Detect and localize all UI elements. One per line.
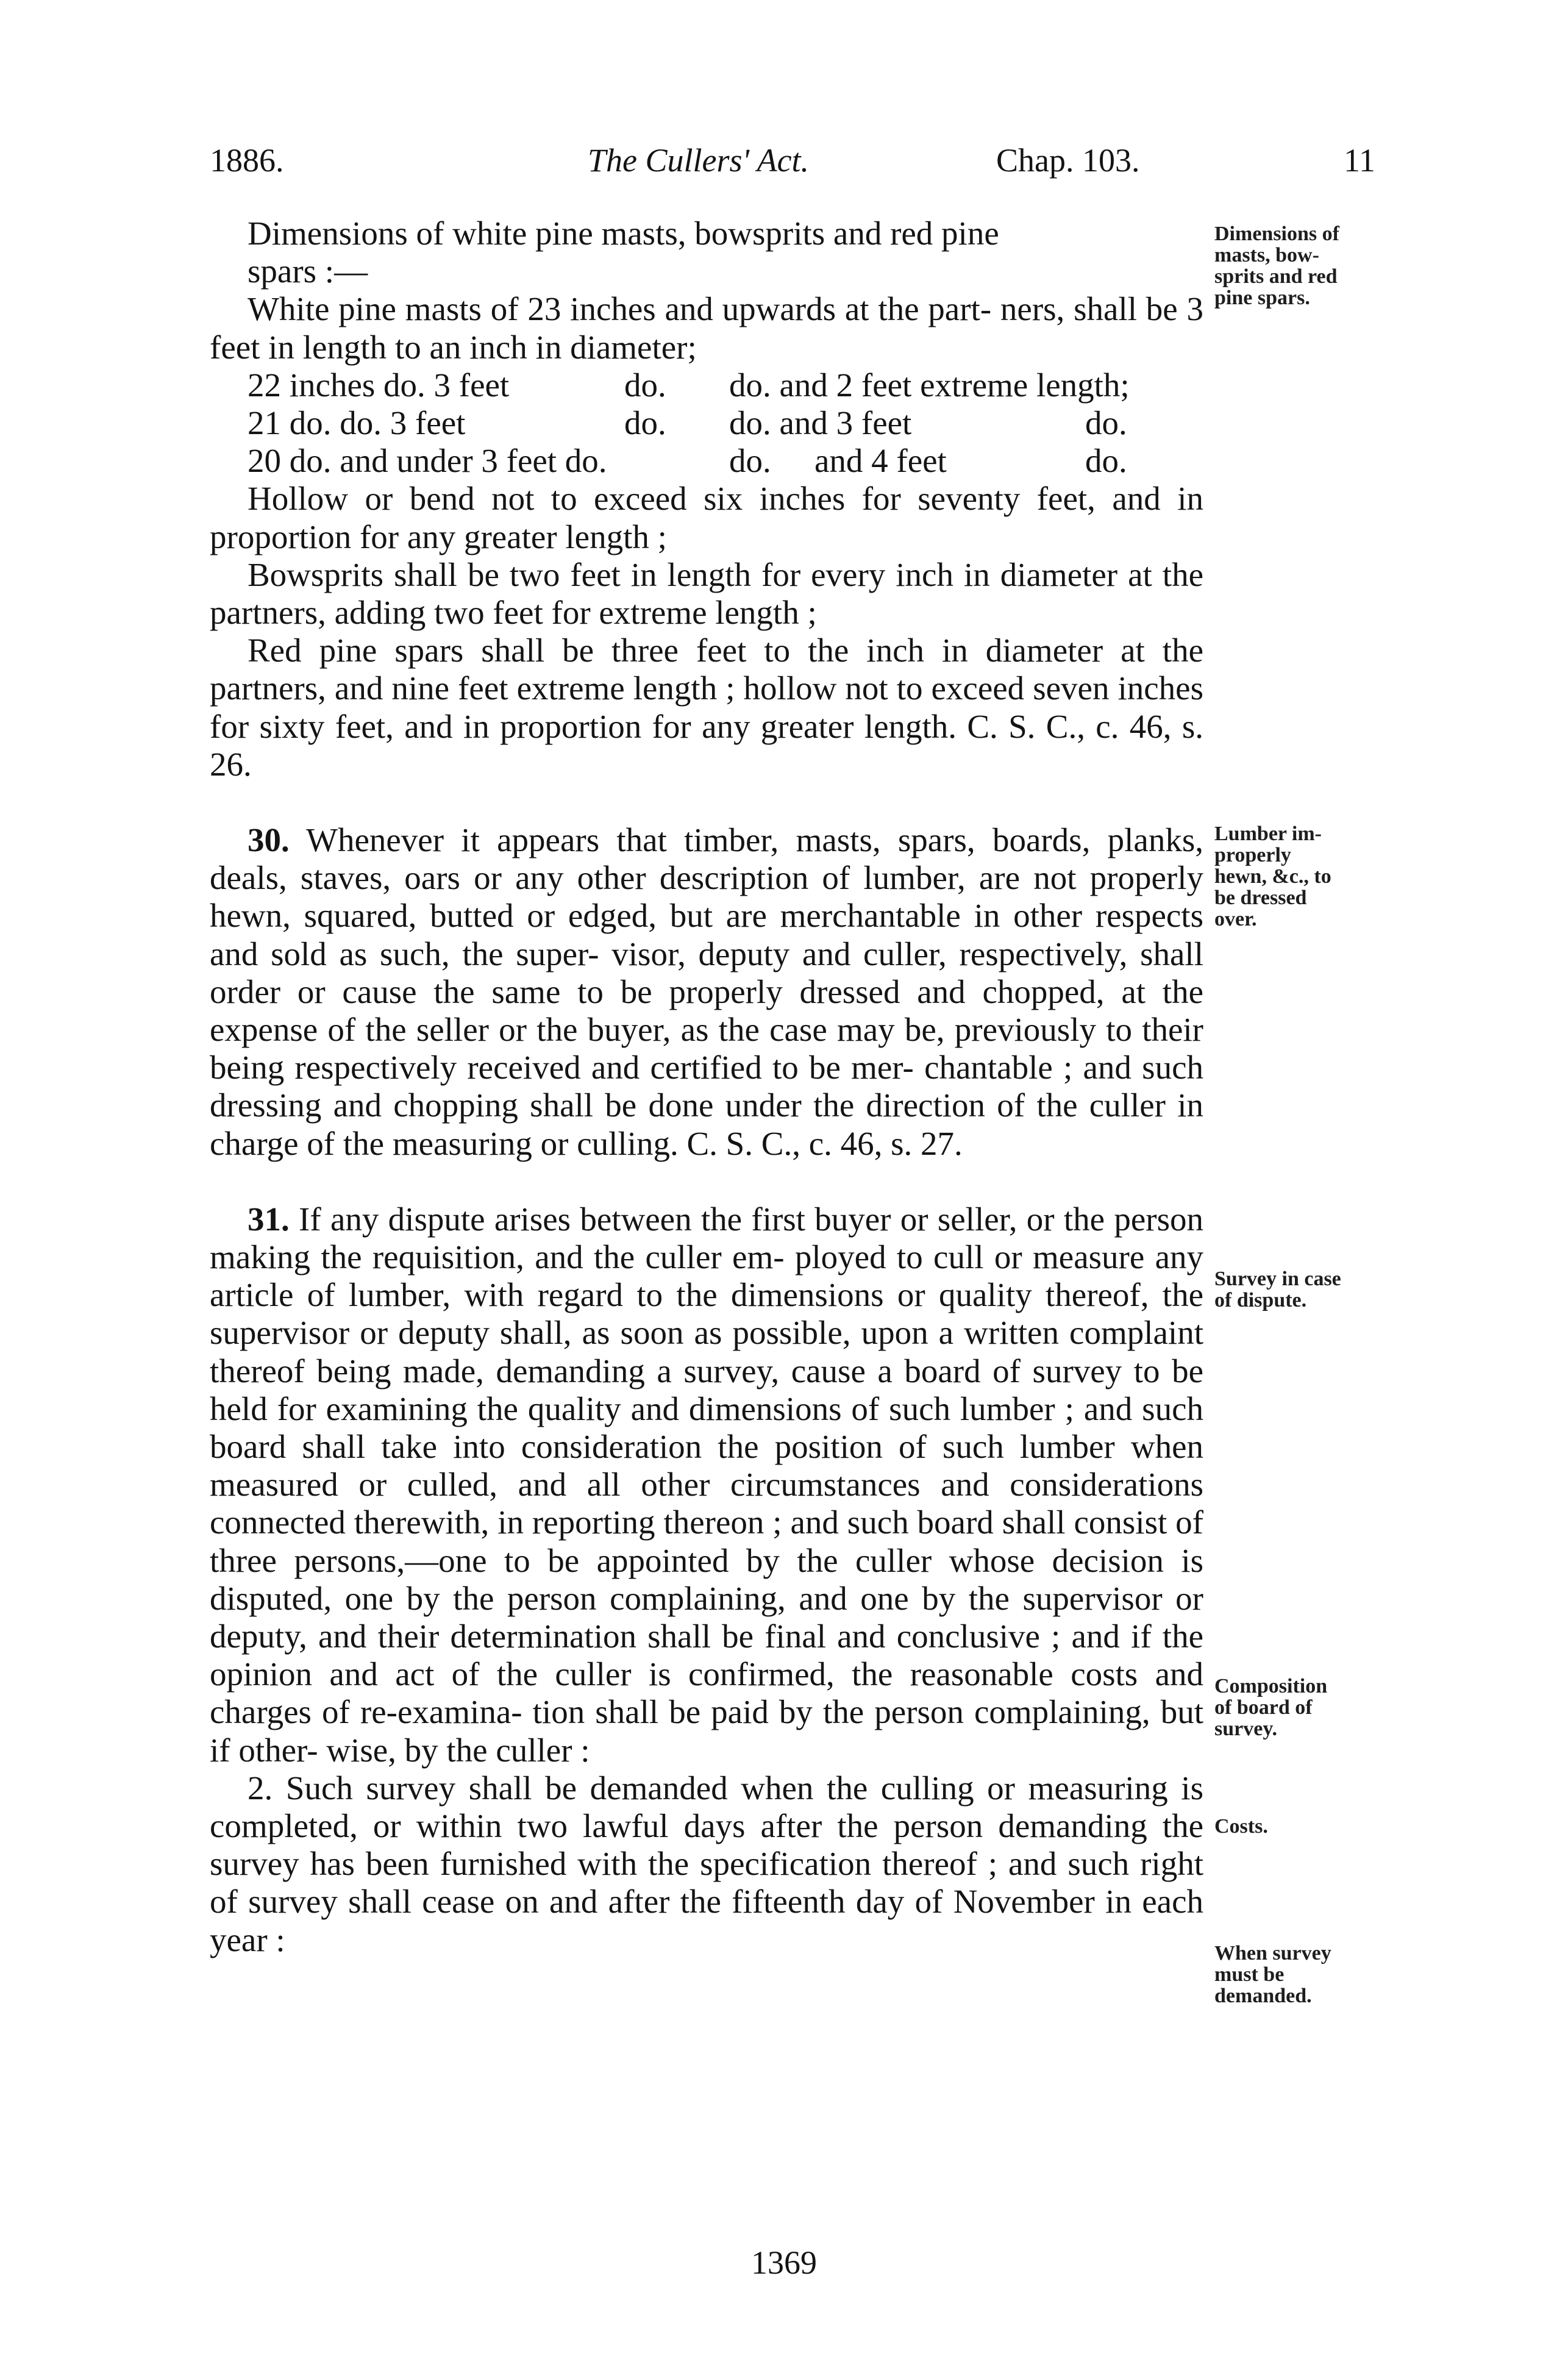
table-cell: do. [1085, 442, 1127, 480]
table-cell: and 4 feet [814, 442, 947, 480]
margin-note-costs: Costs. [1214, 1815, 1268, 1838]
header-page-number: 11 [1344, 142, 1375, 179]
table-cell: do. and 3 feet [729, 404, 912, 441]
table-row [210, 442, 1203, 480]
hollow-rule: Hollow or bend not to exceed six inches for seventy feet, and in proportion for any greater length ; [210, 480, 1203, 555]
header-year: 1886. [210, 142, 284, 179]
table-row [210, 404, 1203, 442]
dimensions-table [210, 366, 1203, 480]
margin-note-lumber: Lumber im- properly hewn, &c., to be dressed over. [1214, 823, 1331, 930]
table-cell: do. [1085, 404, 1127, 441]
dimensions-heading-cont: spars :— [248, 252, 368, 290]
bowsprits-rule: Bowsprits shall be two feet in length for every inch in diameter at the partners, adding two feet for extreme length ; [210, 555, 1203, 631]
header-chapter: Chap. 103. [996, 142, 1140, 179]
footer-folio: 1369 [751, 2244, 817, 2281]
table-row [210, 366, 1203, 404]
table-cell: do. [624, 404, 666, 441]
main-text-column [210, 215, 1203, 1959]
section-31-number: 31. [248, 1200, 290, 1238]
margin-note-dimensions: Dimensions of masts, bow- sprits and red pine spars. [1214, 223, 1339, 309]
margin-note-survey: Survey in case of dispute. [1214, 1268, 1341, 1311]
section-31-text: If any dispute arises between the first buyer or seller, or the person making the requisition, and the culler em- ployed to cull or measure any article of lumber, with regard to the dimensions or quality thereof, the supervisor or deputy shall, as soon as possible, upon a written complaint thereof being made, demanding a survey, cause a board of survey to be held for examining the quality and dimensions of such lumber ; and such board shall take into consideration the position of such lumber when measured or culled, and all other circumstances and considerations connected therewith, in reporting thereon ; and such board shall consist of three persons,—one to be appointed by the culler whose decision is disputed, one by the person complaining, and one by the supervisor or deputy, and their determination shall be final and conclusive ; and if the opinion and act of the culler is confirmed, the reasonable costs and charges of re-examina- tion shall be paid by the person complaining, but if other- wise, by the culler : [210, 1200, 1203, 1769]
header-title: The Cullers' Act. [588, 142, 810, 179]
table-cell: do. [624, 366, 666, 404]
table-cell: 22 inches do. 3 feet [248, 366, 510, 404]
white-pine-rule: White pine masts of 23 inches and upwards at the part- ners, shall be 3 feet in length to an inch in diameter; [210, 290, 1203, 366]
table-cell: 21 do. do. 3 feet [248, 404, 466, 441]
section-31 [210, 1201, 1203, 1769]
table-cell: do. and 2 feet extreme length; [729, 366, 1130, 404]
table-cell: 20 do. and under 3 feet do. [248, 442, 607, 480]
section-31-subsection-2: 2. Such survey shall be demanded when the culling or measuring is completed, or within two lawful days after the person demanding the survey has been furnished with the specification thereof ; and such right of survey shall cease on and after the fifteenth day of November in each year : [210, 1769, 1203, 1958]
table-cell: do. [729, 442, 771, 480]
section-30-number: 30. [248, 821, 290, 858]
red-pine-rule: Red pine spars shall be three feet to the inch in diameter at the partners, and nine feet extreme length ; hollow not to exceed seven inches for sixty feet, and in proportion for any greater length. C. S. C., c. 46, s. 26. [210, 632, 1203, 783]
dimensions-heading: Dimensions of white pine masts, bowsprits and red pine [248, 215, 999, 252]
margin-note-composition: Composition of board of survey. [1214, 1675, 1328, 1740]
section-30 [210, 821, 1203, 1163]
running-header [210, 141, 1375, 190]
margin-note-when-survey: When survey must be demanded. [1214, 1942, 1331, 2007]
section-30-text: Whenever it appears that timber, masts, spars, boards, planks, deals, staves, oars or any other description of lumber, are not properly hewn, squared, butted or edged, but are merchantable in other respects and sold as such, the super- visor, deputy and culler, respectively, shall order or cause the same to be properly dressed and chopped, at the expense of the seller or the buyer, as the case may be, previously to their being respectively received and certified to be mer- chantable ; and such dressing and chopping shall be done under the direction of the culler in charge of the measuring or culling. C. S. C., c. 46, s. 27. [210, 821, 1203, 1162]
